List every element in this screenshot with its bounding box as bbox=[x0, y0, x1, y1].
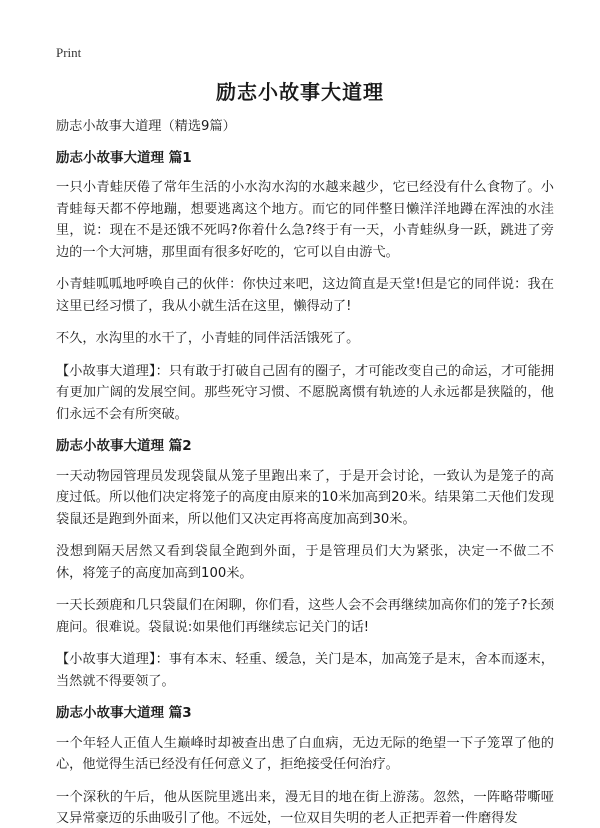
paragraph: 一个深秋的午后，他从医院里逃出来，漫无目的地在街上游荡。忽然，一阵略带嘶哑又异常豪迈的乐曲吸引了他。不远处，一位双目失明的老人正把弄着一件磨得发 bbox=[56, 789, 554, 826]
paragraph: 没想到隔天居然又看到袋鼠全跑到外面，于是管理员们大为紧张，决定一不做二不休，将笼子的高度加高到100米。 bbox=[56, 544, 554, 581]
paragraph: 不久，水沟里的水干了，小青蛙的同伴活活饿死了。 bbox=[56, 331, 360, 346]
section-heading: 励志小故事大道理 篇1 bbox=[56, 149, 192, 166]
section-3 bbox=[56, 703, 554, 828]
document-body bbox=[56, 116, 554, 828]
section-2 bbox=[56, 436, 554, 692]
paragraph: 一个年轻人正值人生巅峰时却被查出患了白血病，无边无际的绝望一下子笼罩了他的心，他觉得生活已经没有任何意义了，拒绝接受任何治疗。 bbox=[56, 735, 554, 772]
section-heading: 励志小故事大道理 篇3 bbox=[56, 705, 192, 721]
section-heading: 励志小故事大道理 篇2 bbox=[56, 438, 192, 454]
paragraph: 一天动物园管理员发现袋鼠从笼子里跑出来了，于是开会讨论，一致认为是笼子的高度过低。所以他们决定将笼子的高度由原来的10米加高到20米。结果第二天他们发现袋鼠还是跑到外面来，所以他们又决定再将高度加高到30米。 bbox=[56, 468, 554, 527]
print-label: Print bbox=[56, 45, 82, 60]
paragraph: 一只小青蛙厌倦了常年生活的小水沟水沟的水越来越少，它已经没有什么食物了。小青蛙每天都不停地蹦，想要逃离这个地方。而它的同伴整日懒洋洋地蹲在浑浊的水洼里，说：现在不是还饿不死吗?你着什么急?终于有一天，小青蛙纵身一跃，跳进了旁边的一个大河塘，那里面有很多好吃的，它可以自由游弋。 bbox=[56, 180, 554, 260]
document-title: 励志小故事大道理 bbox=[216, 80, 384, 104]
section-1 bbox=[56, 148, 554, 426]
paragraph: 小青蛙呱呱地呼唤自己的伙伴：你快过来吧，这边简直是天堂!但是它的同伴说：我在这里已经习惯了，我从小就生活在这里，懒得动了! bbox=[56, 277, 554, 314]
paragraph: 【小故事大道理】：只有敢于打破自己固有的圈子，才可能改变自己的命运，才可能拥有更加广阔的发展空间。那些死守习惯、不愿脱离惯有轨迹的人永远都是狭隘的，他们永远不会有所突破。 bbox=[56, 363, 554, 422]
paragraph: 一天长颈鹿和几只袋鼠们在闲聊，你们看，这些人会不会再继续加高你们的笼子?长颈鹿问。很难说。袋鼠说:如果他们再继续忘记关门的话! bbox=[56, 598, 554, 635]
paragraph: 【小故事大道理】：事有本末、轻重、缓急，关门是本，加高笼子是末，舍本而逐末，当然就不得要领了。 bbox=[56, 652, 554, 689]
document-subtitle: 励志小故事大道理（精选9篇） bbox=[56, 119, 236, 134]
